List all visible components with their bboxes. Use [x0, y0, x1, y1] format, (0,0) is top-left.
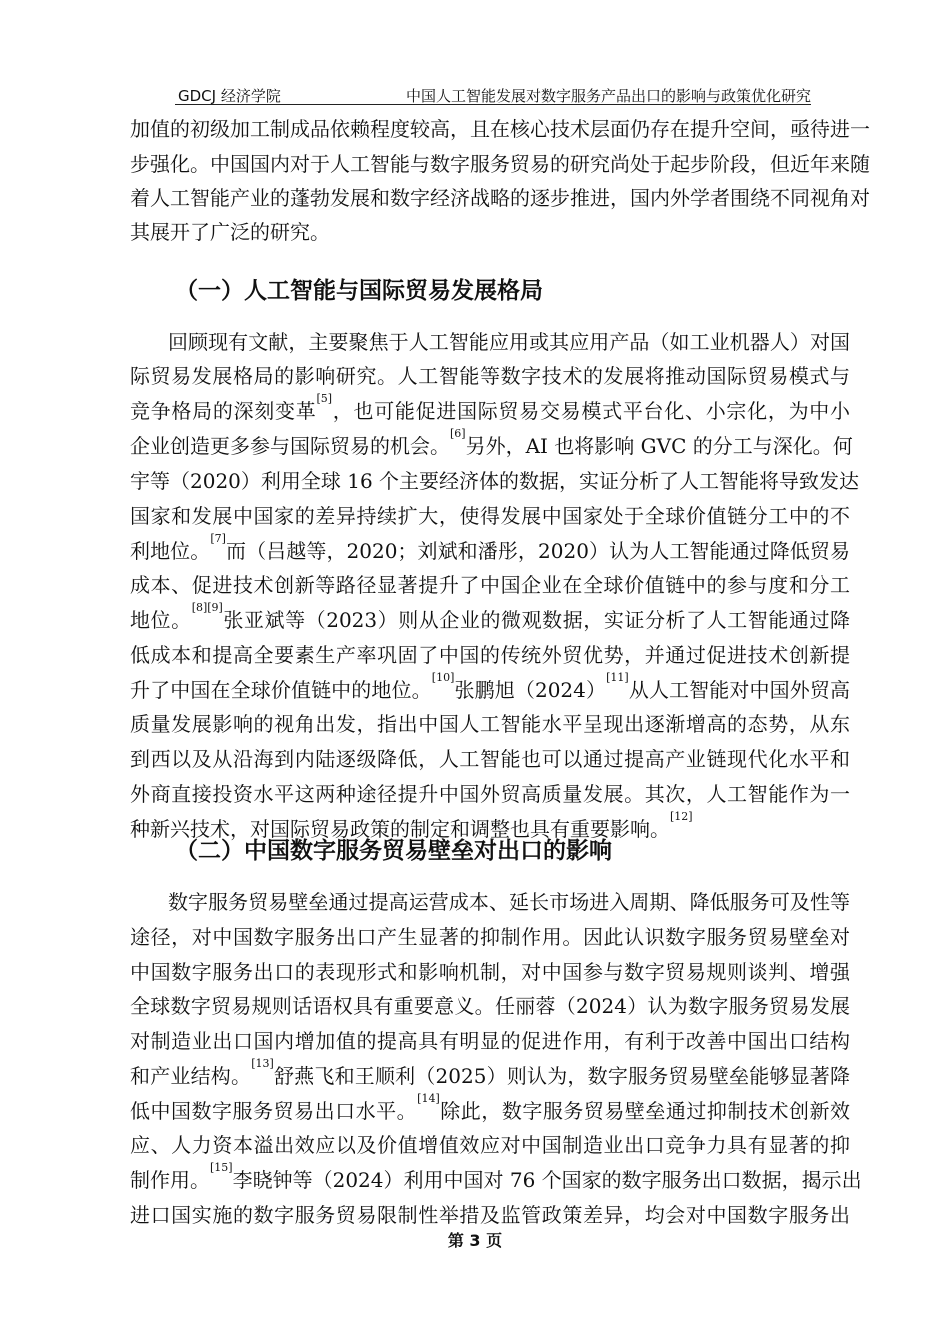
- paragraph-line: [130, 925, 850, 949]
- paragraph-line: [130, 890, 850, 914]
- paragraph-line: [130, 469, 860, 493]
- paragraph-line: [130, 643, 850, 667]
- text-run: 李晓钟等（2024）利用中国对 76 个国家的数字服务出口数据，揭示出: [232, 1168, 862, 1192]
- paragraph-line: [130, 532, 851, 563]
- text-run: 升了中国在全球价值链中的地位。: [130, 678, 432, 702]
- text-run: 对制造业出口国内增加值的提高具有明显的促进作用，有利于改善中国出口结构: [130, 1029, 850, 1053]
- text-run: 步强化。中国国内对于人工智能与数字服务贸易的研究尚处于起步阶段，但近年来随: [130, 152, 870, 176]
- citation-ref: [8][9]: [191, 601, 223, 614]
- citation-ref: [14]: [417, 1092, 440, 1105]
- text-run: 和产业结构。: [130, 1064, 252, 1088]
- paragraph-line: [130, 573, 850, 597]
- citation-ref: [12]: [670, 810, 693, 823]
- text-run: 途径，对中国数字服务出口产生显著的抑制作用。因此认识数字服务贸易壁垒对: [130, 925, 850, 949]
- citation-ref: [15]: [210, 1161, 233, 1174]
- text-run: 低中国数字服务贸易出口水平。: [130, 1099, 418, 1123]
- text-run: 际贸易发展格局的影响研究。人工智能等数字技术的发展将推动国际贸易模式与: [130, 364, 850, 388]
- header-school: GDCJ 经济学院: [178, 87, 281, 105]
- text-run: ，也可能促进国际贸易交易模式平台化、小宗化，为中小: [332, 399, 851, 423]
- text-run: 而（吕越等，2020；刘斌和潘彤，2020）认为人工智能通过降低贸易: [225, 539, 851, 563]
- text-run: 数字服务贸易壁垒通过提高运营成本、延长市场进入周期、降低服务可及性等: [168, 890, 850, 914]
- text-run: 利地位。: [130, 539, 211, 563]
- text-run: 回顾现有文献，主要聚焦于人工智能应用或其应用产品（如工业机器人）对国: [168, 330, 850, 354]
- paragraph-line: [130, 960, 850, 984]
- text-run: 国家和发展中国家的差异持续扩大，使得发展中国家处于全球价值链分工中的不: [130, 504, 850, 528]
- citation-ref: [5]: [316, 392, 333, 405]
- header-title: 中国人工智能发展对数字服务产品出口的影响与政策优化研究: [405, 87, 811, 105]
- text-run: 舒燕飞和王顺利（2025）则认为，数字服务贸易壁垒能够显著降: [273, 1064, 850, 1088]
- paragraph-line: [130, 601, 850, 632]
- text-run: 低成本和提高全要素生产率巩固了中国的传统外贸优势，并通过促进技术创新提: [130, 643, 850, 667]
- paragraph-line: [130, 186, 870, 210]
- paragraph-line: [130, 330, 850, 354]
- paragraph-line: [130, 1057, 850, 1088]
- text-run: 成本、促进技术创新等路径显著提升了中国企业在全球价值链中的参与度和分工: [130, 573, 850, 597]
- text-run: 应、人力资本溢出效应以及价值增值效应对中国制造业出口竞争力具有显著的抑: [130, 1133, 850, 1157]
- citation-ref: [13]: [251, 1057, 274, 1070]
- text-run: 地位。: [130, 608, 192, 632]
- running-header: [175, 84, 811, 105]
- paragraph-line: [130, 1092, 851, 1123]
- section-heading: （一）人工智能与国际贸易发展格局: [175, 278, 543, 304]
- text-run: 除此，数字服务贸易壁垒通过抑制技术创新效: [439, 1099, 851, 1123]
- text-run: 中国数字服务出口的表现形式和影响机制，对中国参与数字贸易规则谈判、增强: [130, 960, 850, 984]
- text-run: 外商直接投资水平这两种途径提升中国外贸高质量发展。其次，人工智能作为一: [130, 782, 850, 806]
- page-number: 第 3 页: [447, 1231, 503, 1250]
- paragraph-line: [130, 747, 850, 771]
- citation-ref: [11]: [606, 671, 629, 684]
- paragraph-line: [130, 392, 851, 423]
- paragraph-line: [130, 504, 850, 528]
- citation-ref: [6]: [450, 427, 466, 440]
- text-run: 种新兴技术，对国际贸易政策的制定和调整也具有重要影响。: [130, 817, 670, 841]
- text-run: 质量发展影响的视角出发，指出中国人工智能水平呈现出逐渐增高的态势，从东: [130, 712, 850, 736]
- paragraph-line: [130, 117, 870, 141]
- text-run: 竞争格局的深刻变革: [130, 399, 317, 423]
- paragraph-line: [130, 1203, 850, 1227]
- paragraph-line: [130, 1029, 850, 1053]
- text-run: 从人工智能对中国外贸高: [628, 678, 851, 702]
- text-run: 全球数字贸易规则话语权具有重要意义。任丽蓉（2024）认为数字服务贸易发展: [130, 994, 850, 1018]
- text-run: 其展开了广泛的研究。: [130, 220, 330, 244]
- text-run: 另外，AI 也将影响 GVC 的分工与深化。何: [465, 434, 853, 458]
- paragraph-line: [130, 994, 850, 1018]
- paragraph-line: [130, 782, 850, 806]
- paragraph-line: [130, 364, 850, 388]
- citation-ref: [7]: [210, 532, 226, 545]
- text-run: 到西以及从沿海到内陆逐级降低，人工智能也可以通过提高产业链现代化水平和: [130, 747, 850, 771]
- text-run: 宇等（2020）利用全球 16 个主要经济体的数据，实证分析了人工智能将导致发达: [130, 469, 860, 493]
- paragraph-line: [130, 671, 851, 702]
- text-run: 进口国实施的数字服务贸易限制性举措及监管政策差异，均会对中国数字服务出: [130, 1203, 850, 1227]
- paragraph-line: [130, 712, 850, 736]
- text-run: 企业创造更多参与国际贸易的机会。: [130, 434, 450, 458]
- text-run: 制作用。: [130, 1168, 210, 1192]
- paragraph-line: [130, 152, 870, 176]
- text-run: 张鹏旭（2024）: [454, 678, 607, 702]
- text-run: 着人工智能产业的蓬勃发展和数字经济战略的逐步推进，国内外学者围绕不同视角对: [130, 186, 870, 210]
- paragraph-line: [130, 1133, 850, 1157]
- text-run: 张亚斌等（2023）则从企业的微观数据，实证分析了人工智能通过降: [222, 608, 850, 632]
- paragraph-line: [130, 220, 850, 244]
- section-heading: （二）中国数字服务贸易壁垒对出口的影响: [175, 838, 612, 864]
- text-run: 加值的初级加工制成品依赖程度较高，且在核心技术层面仍存在提升空间，亟待进一: [130, 117, 870, 141]
- paragraph-line: [130, 1161, 862, 1192]
- paragraph-line: [130, 427, 853, 458]
- citation-ref: [10]: [431, 671, 455, 684]
